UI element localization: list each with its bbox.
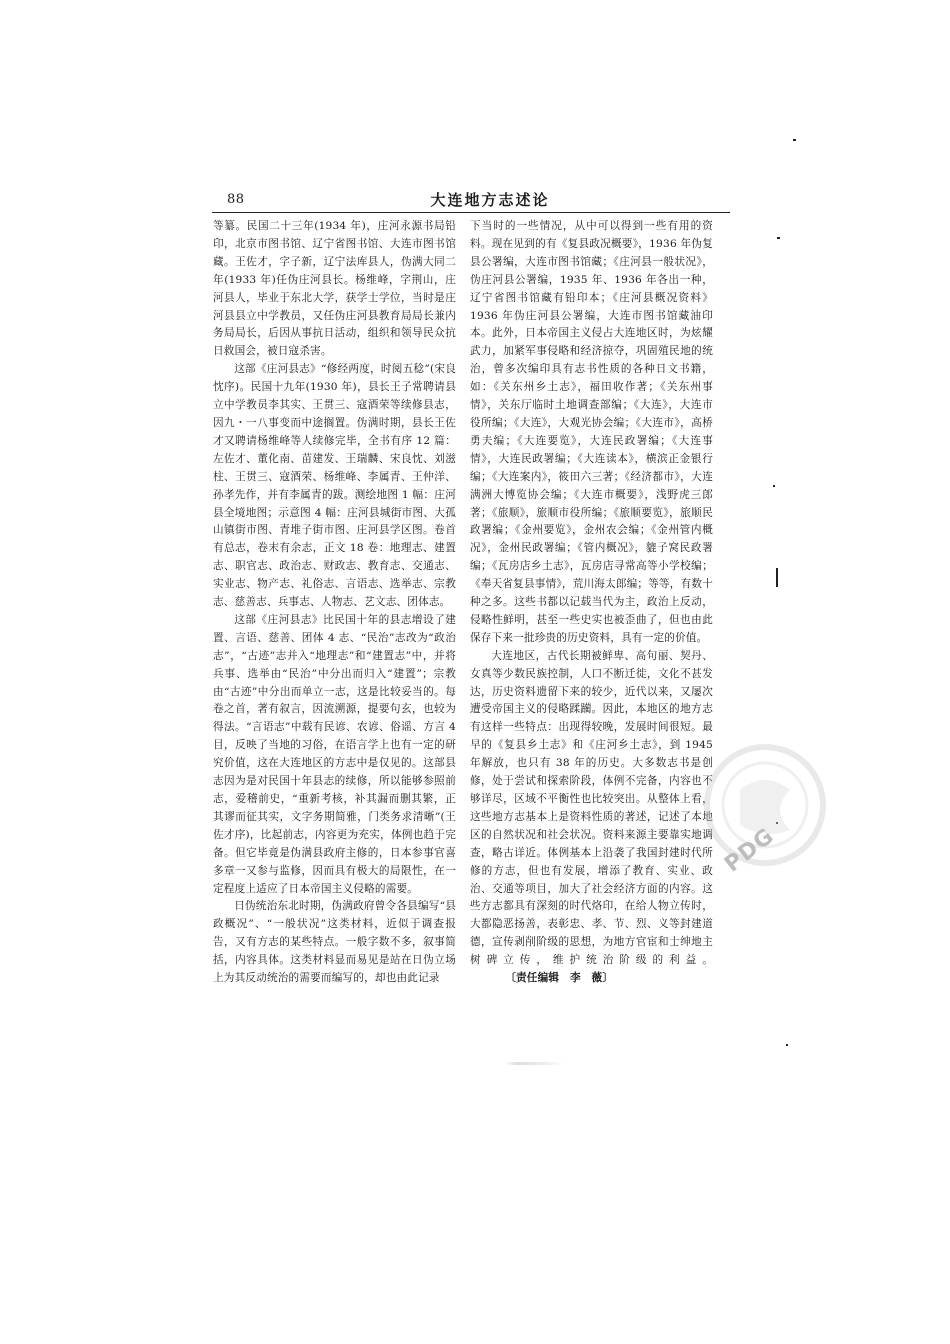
paragraph [470,648,713,988]
scan-artifact-dot [776,568,778,587]
left-text-column [213,218,456,988]
running-title: 大连地方志述论 [430,191,550,209]
right-text-column [470,218,713,988]
scan-artifact-dot [793,139,796,141]
paragraph: 等纂。民国二十三年(1934 年)，庄河永源书局铅印，北京市图书馆、辽宁省图书馆、大连市图书馆藏。王佐才，字子新，辽宁法库县人，伪满大同二年(1933 年)任伪庄河县长。杨维峰，字荆山，庄河县人，毕业于东北大学，获学士学位，当时是庄河县县立中学教员，又任伪庄河县教育局局长兼内务局局长，后因从事抗日活动，组织和领导民众抗日救国会，被日寇杀害。 [213,220,456,358]
watermark-text: PDG [720,823,780,878]
paragraph: 这部《庄河县志》比民国十年的县志增设了建置、言语、慈善、团体 4 志、“民治”志改为“政治志”，“古迹”志并入“地理志”和“建置志”中，并将兵事、选举由“民治”中分出而归入“建置”；宗教由“古迹”中分出而单立一志，这是比较妥当的。每卷之首，著有叙言，因流溯源，提要句玄，也较为得法。“言语志”中载有民谚、农谚、俗谣、方言 4 目，反映了当地的习俗，在语言学上也有一定的研究价值，这在大连地区的方志中是仅见的。这部县志因为是对民国十年县志的续修，所以能够参照前志，爱稽前史，“重新考核，补其漏而删其繁，正其谬而征其实，文字务期简雅，门类务求清晰”(王佐才序)，比起前志，内容更为充实，体例也趋于完备。但它毕竟是伪满县政府主修的，日本参事官喜多章一又参与监修，因而具有极大的局限性，在一定程度上适应了日本帝国主义侵略的需要。 [213,613,456,895]
scan-artifact-dot [773,485,775,487]
scan-artifact-dot [777,237,780,239]
scan-artifact-dot [786,1044,788,1046]
page-number: 88 [227,192,245,207]
paragraph: 下当时的一些情况，从中可以得到一些有用的资料。现在见到的有《复县政况概要》，1936 年伪复县公署编，大连市图书馆藏；《庄河县一般状况》，伪庄河县公署编，1935 年、1936 年各出一种，辽宁省图书馆藏有铅印本；《庄河县概况资料》1936 年伪庄河县公署编，大连市图书馆藏油印本。此外，日本帝国主义侵占大连地区时，为炫耀武力，加紧军事侵略和经济掠夺，巩固殖民地的统治，曾多次编印具有志书性质的各种日文书籍，如：《关东州乡土志》，福田收作著；《关东州事情》，关东厅临时土地调查部编；《大连》，大连市役所编；《大连》，大观光协会编；《大连市》，高桥勇夫编；《大连要览》，大连民政署编；《大连事情》，大连民政署编；《大连读本》，横滨正金银行编；《大连案内》，筱田六三著；《经济都市》，大连满洲大博览协会编；《大连市概要》，浅野虎三郎著；《旅顺》，旅顺市役所编；《旅顺要览》，旅顺民政署编；《金州要览》，金州农会编；《金州管内概况》，金州民政署编；《管内概况》，貔子窝民政署编；《瓦房店乡土志》，瓦房店寻常高等小学校编；《奉天省复县事情》，荒川海太郎编；等等，有数十种之多。这些书都以记载当代为主，政治上反动，侵略性鲜明，甚至一些史实也被歪曲了，但也由此保存下来一批珍贵的历史资料，具有一定的价值。 [470,220,713,644]
paragraph-text: 大连地区，古代长期被鲜卑、高句丽、契丹、女真等少数民族控制，人口不断迁徙，文化不甚发达，历史资料遗留下来的较少，近代以来，又屡次遭受帝国主义的侵略蹂躏。因此，本地区的地方志有这样一些特点：出现得较晚，发展时间很短。最早的《复县乡土志》和《庄河乡土志》，到 1945 年解放，也只有 38 年的历史。大多数志书是创修，处于尝试和探索阶段，体例不完备，内容也不够详尽，区域不平衡性也比较突出。从整体上看，这些地方志基本上是资料性质的著述，记述了本地区的自然状况和社会状况。资料来源主要靠实地调查，略古详近。体例基本上沿袭了我国封建时代所修的方志，但也有发展，增添了教育、实业、政治、交通等项目，加大了社会经济方面的内容。这些方志都具有深刻的时代烙印，在给人物立传时，大都隐恶扬善，表彰忠、孝、节、烈、义等封建道德，宣传剥削阶级的思想，为地方官宦和士绅地主树碑立传，维护统治阶级的利益。 [470,649,713,967]
editor-note: 〔责任编辑 李 薇〕 [505,972,614,985]
bleed-through-mark [505,1062,565,1065]
header-rule [212,212,730,213]
paragraph: 这部《庄河县志》“修经两度，时阅五稔”(宋良忱序)。民国十九年(1930 年)，县长王子常聘请县立中学教员李其实、王贯三、寇酒荣等续修县志，因九・一八事变而中途搁置。伪满时期，县长王佐才又聘请杨维峰等人续修完毕，全书有序 12 篇：左佐才、董化南、苗建发、王瑞麟、宋良忱、刘滋柱、王贯三、寇酒荣、杨维峰、李属青、王仲洋、孙孝先作，并有李属青的跋。测绘地图 1 幅：庄河县全境地图；示意图 4 幅：庄河县城街市图、大孤山镇街市图、青堆子街市图、庄河县学区图。卷首有总志，卷末有余志，正文 18 卷：地理志、建置志、职官志、政治志、财政志、教育志、交通志、实业志、物产志、礼俗志、言语志、选举志、宗教志、慈善志、兵事志、人物志、艺文志、团体志。 [213,363,456,609]
paragraph: 日伪统治东北时期，伪满政府曾令各县编写“县政概况”、“一般状况”这类材料，近似于调查报告，又有方志的某些特点。一般字数不多，叙事简括，内容具体。这类材料显而易见是站在日伪立场上为其反动统治的需要而编写的，却也由此记录 [213,900,456,985]
